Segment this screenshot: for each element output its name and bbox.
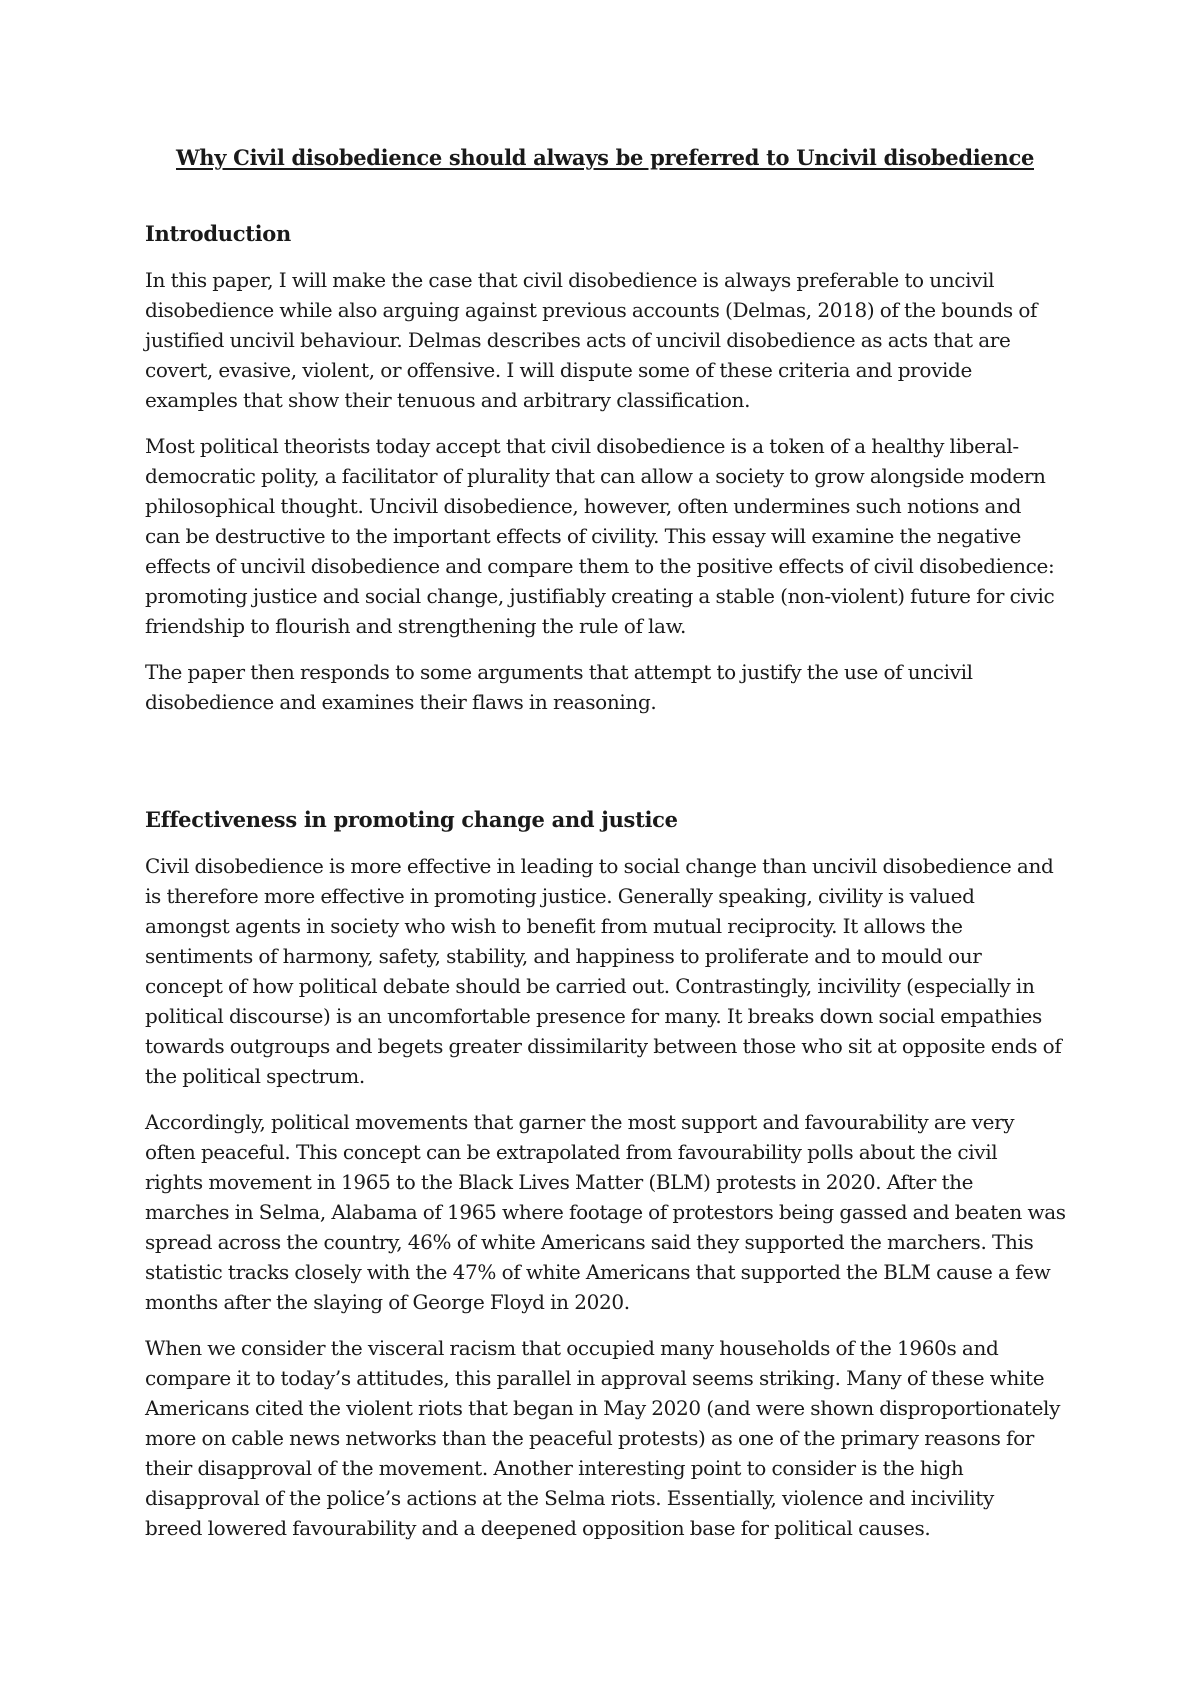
text-line: friendship to flourish and strengthening the rule of law. (145, 614, 687, 638)
text-line: disobedience and examines their flaws in reasoning. (145, 690, 657, 714)
text-line: spread across the country, 46% of white Americans said they supported the marchers. This (145, 1230, 1034, 1254)
text-line: towards outgroups and begets greater dissimilarity between those who sit at opposite ends of (145, 1034, 1062, 1058)
text-line: often peaceful. This concept can be extrapolated from favourability polls about the civil (145, 1140, 998, 1164)
text-line: Civil disobedience is more effective in leading to social change than uncivil disobedience and (145, 854, 1054, 878)
text-line: Americans cited the violent riots that began in May 2020 (and were shown disproportionately (145, 1396, 1061, 1420)
text-line: When we consider the visceral racism that occupied many households of the 1960s and (145, 1336, 999, 1360)
text-line: the political spectrum. (145, 1064, 365, 1088)
text-line: Accordingly, political movements that garner the most support and favourability are very (145, 1110, 1015, 1134)
paragraph (145, 1107, 1065, 1317)
text-line: concept of how political debate should be carried out. Contrastingly, incivility (especially in (145, 974, 1035, 998)
text-line: philosophical thought. Uncivil disobedience, however, often undermines such notions and (145, 494, 1022, 518)
text-line: their disapproval of the movement. Another interesting point to consider is the high (145, 1456, 964, 1480)
text-line: compare it to today’s attitudes, this parallel in approval seems striking. Many of these white (145, 1366, 1045, 1390)
text-line: months after the slaying of George Floyd in 2020. (145, 1290, 630, 1314)
text-line: sentiments of harmony, safety, stability, and happiness to proliferate and to mould our (145, 944, 982, 968)
text-line: justified uncivil behaviour. Delmas describes acts of uncivil disobedience as acts that are (145, 328, 1011, 352)
section-introduction (145, 219, 1065, 717)
document-title: Why Civil disobedience should always be preferred to Uncivil disobedience (176, 145, 1034, 170)
text-line: Most political theorists today accept that civil disobedience is a token of a healthy liberal- (145, 434, 1019, 458)
text-line: In this paper, I will make the case that civil disobedience is always preferable to uncivil (145, 268, 995, 292)
paragraph (145, 657, 1065, 717)
text-line: democratic polity, a facilitator of plurality that can allow a society to grow alongside modern (145, 464, 1046, 488)
text-line: marches in Selma, Alabama of 1965 where footage of protestors being gassed and beaten was (145, 1200, 1066, 1224)
text-line: effects of uncivil disobedience and compare them to the positive effects of civil disobedience: (145, 554, 1055, 578)
text-line: statistic tracks closely with the 47% of white Americans that supported the BLM cause a few (145, 1260, 1051, 1284)
text-line: breed lowered favourability and a deepened opposition base for political causes. (145, 1516, 931, 1540)
paragraph (145, 431, 1065, 641)
text-line: amongst agents in society who wish to benefit from mutual reciprocity. It allows the (145, 914, 963, 938)
paragraph (145, 265, 1065, 415)
text-line: covert, evasive, violent, or offensive. I will dispute some of these criteria and provide (145, 358, 972, 382)
text-line: promoting justice and social change, justifiably creating a stable (non-violent) future for civic (145, 584, 1055, 608)
section-heading: Effectiveness in promoting change and justice (145, 807, 678, 832)
paragraph (145, 1333, 1065, 1543)
text-line: is therefore more effective in promoting justice. Generally speaking, civility is valued (145, 884, 975, 908)
text-line: political discourse) is an uncomfortable presence for many. It breaks down social empathies (145, 1004, 1042, 1028)
text-line: disapproval of the police’s actions at the Selma riots. Essentially, violence and incivility (145, 1486, 994, 1510)
paragraph (145, 851, 1065, 1091)
text-line: The paper then responds to some arguments that attempt to justify the use of uncivil (145, 660, 973, 684)
text-line: can be destructive to the important effects of civility. This essay will examine the negative (145, 524, 1021, 548)
section-effectiveness (145, 805, 1065, 1543)
text-line: disobedience while also arguing against previous accounts (Delmas, 2018) of the bounds of (145, 298, 1038, 322)
section-heading: Introduction (145, 221, 291, 246)
text-line: rights movement in 1965 to the Black Lives Matter (BLM) protests in 2020. After the (145, 1170, 974, 1194)
text-line: examples that show their tenuous and arbitrary classification. (145, 388, 751, 412)
text-line: more on cable news networks than the peaceful protests) as one of the primary reasons for (145, 1426, 1034, 1450)
